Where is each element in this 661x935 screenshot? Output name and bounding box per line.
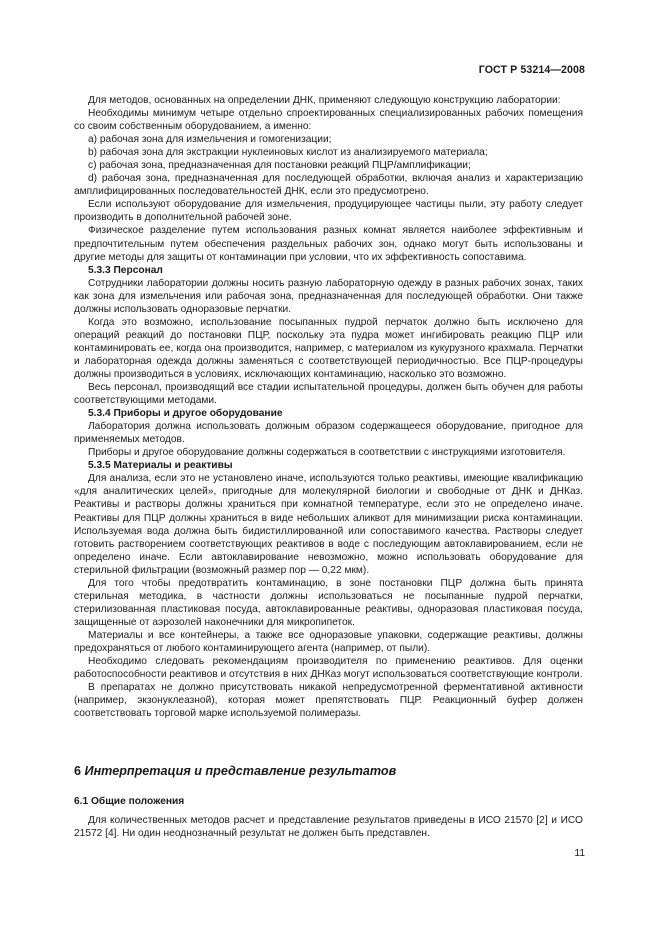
section-number: 6 bbox=[74, 764, 82, 778]
paragraph: Физическое разделение путем использования разных комнат является наиболее эффективным и предпочтительным путем обеспечения раздельных рабочих зон, однако могут быть использованы и другие методы для защиты от контаминации при условии, что их эффективность сопоставима. bbox=[74, 225, 583, 263]
list-item-b: b) рабочая зона для экстракции нуклеиновых кислот из анализируемого материала; bbox=[88, 147, 488, 159]
paragraph: В препаратах не должно присутствовать никакой непредусмотренной ферментативной активности (например, экзонуклеазной), которая может препятствовать ПЦР. Реакционный буфер должен соответствовать торговой марке используемой полимеразы. bbox=[74, 682, 583, 720]
paragraph: Сотрудники лаборатории должны носить разную лабораторную одежду в разных рабочих зонах, таких как зона для измельчения или рабочая зона, предназначенная для последующей обработки. Они также должны использовать одноразовые перчатки. bbox=[74, 277, 583, 315]
section-title-text: Интерпретация и представление результатов bbox=[84, 764, 397, 778]
list-item-c: c) рабочая зона, предназначенная для постановки реакций ПЦР/амплификации; bbox=[88, 160, 471, 172]
paragraph: Если используют оборудование для измельчения, продуцирующее частицы пыли, эту работу следует производить в дополнительной рабочей зоне. bbox=[74, 199, 583, 224]
paragraph: Необходимо следовать рекомендациям производителя по применению реактивов. Для оценки работоспособности реактивов и отсутствия в них ДНКаз могут использоваться соответствующие контроли. bbox=[74, 656, 583, 681]
paragraph: Когда это возможно, использование посыпанных пудрой перчаток должно быть исключено для операций реакций до постановки ПЦР, поскольку эта пудра может ингибировать реакцию ПЦР или контаминировать ее, когда она производится, например, с материалом из кукурузного крахмала. Перчатки и лабораторная одежда должны заменяться с соответствующей периодичностью. Все ПЦР-процедуры должны производиться в условиях, исключающих контаминацию, насколько это возможно. bbox=[74, 316, 583, 380]
page-number: 11 bbox=[574, 848, 585, 859]
subsection-heading-general: 6.1 Общие положения bbox=[74, 796, 185, 807]
list-item-a: a) рабочая зона для измельчения и гомогенизации; bbox=[88, 134, 332, 146]
section-heading bbox=[74, 764, 583, 778]
paragraph: Для количественных методов расчет и представление результатов приведены в ИСО 21570 [2] и ИСО 21572 [4]. Ни один неоднозначный результат не должен быть представлен. bbox=[74, 815, 583, 840]
list-item-d: d) рабочая зона, предназначенная для последующей обработки, включая анализ и характеризацию амплифицированных последовательностей ДНК, если это предусмотрено. bbox=[74, 173, 583, 198]
subsection-heading-personnel: 5.3.3 Персонал bbox=[88, 264, 163, 276]
paragraph: Для методов, основанных на определении ДНК, применяют следующую конструкцию лаборатории: bbox=[88, 95, 561, 106]
subsection-heading-materials: 5.3.5 Материалы и реактивы bbox=[88, 460, 233, 472]
paragraph: Материалы и все контейнеры, а также все одноразовые упаковки, содержащие реактивы, должны предохраняться от любого контаминирующего агента (например, от пыли). bbox=[74, 629, 583, 654]
paragraph: Для того чтобы предотвратить контаминацию, в зоне постановки ПЦР должна быть принята стерильная методика, в частности должны использоваться не посыпанные пудрой перчатки, стерилизованная пластиковая посуда, автоклавированные реактивы, одноразовая пластиковая посуда, защищенные от аэрозолей наконечники для микропипеток. bbox=[74, 577, 583, 628]
document-code: ГОСТ Р 53214—2008 bbox=[478, 64, 585, 76]
paragraph: Лаборатория должна использовать должным образом содержащееся оборудование, пригодное для применяемых методов. bbox=[74, 421, 583, 446]
paragraph: Необходимы минимум четыре отдельно спроектированных специализированных рабочих помещения со своим собственным оборудованием, а именно: bbox=[74, 108, 583, 133]
paragraph: Приборы и другое оборудование должны содержаться в соответствии с инструкциями изготовителя. bbox=[88, 447, 566, 459]
section-body bbox=[74, 814, 583, 840]
paragraph: Для анализа, если это не установлено иначе, используются только реактивы, имеющие квалификацию «для аналитических целей», пригодные для молекулярной биологии и свободные от ДНК и ДНКаз. Реактивы и растворы должны храниться при комнатной температуре, если это не определено иначе. Реактивы для ПЦР должны храниться в виде небольших аликвот для минимизации риска контаминации. Используемая вода должна быть бидистиллированной или сопоставимого качества. Растворы следует готовить растворением соответствующих реактивов в воде с последующим автоклавированием, если не определено иначе. Если автоклавирование невозможно, можно использовать оборудование для стерильной фильтрации (возможный размер пор — 0,22 мкм). bbox=[74, 473, 583, 576]
main-body bbox=[74, 94, 583, 720]
paragraph: Весь персонал, производящий все стадии испытательной процедуры, должен быть обучен для работы соответствующими методами. bbox=[74, 382, 583, 407]
subsection-heading-equipment: 5.3.4 Приборы и другое оборудование bbox=[88, 408, 283, 420]
